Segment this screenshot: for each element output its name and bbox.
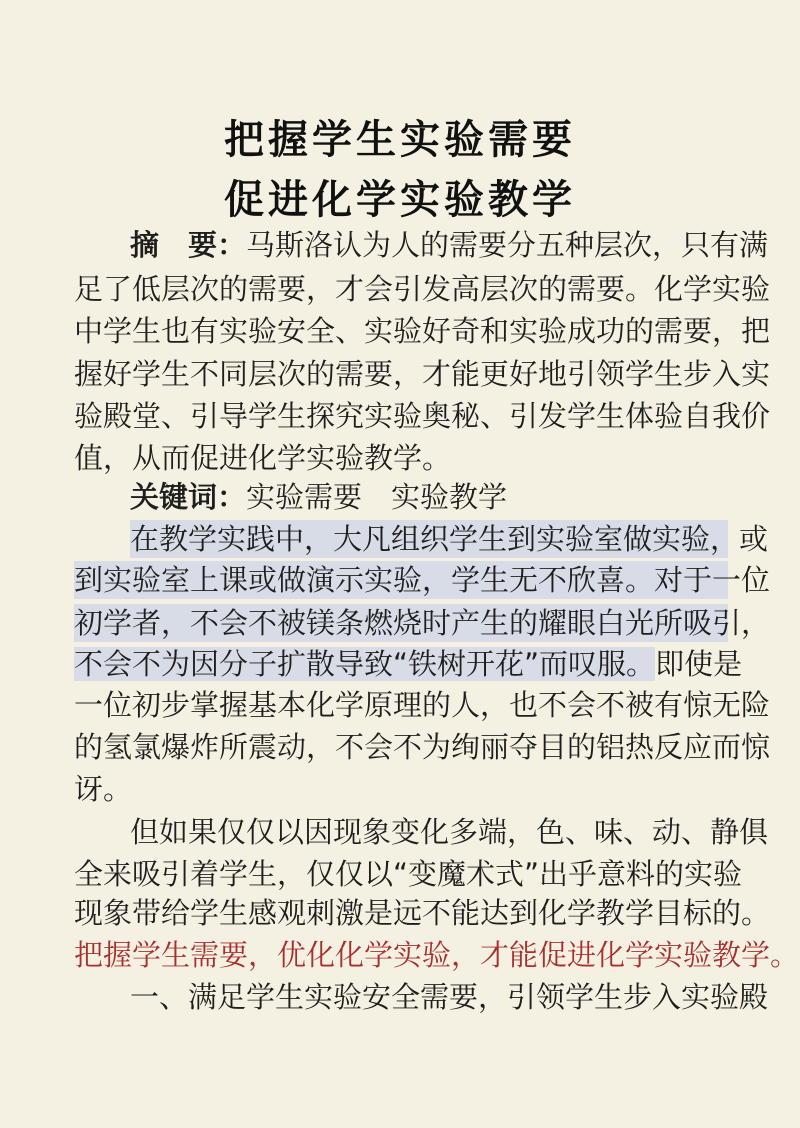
abstract-line: 足了低层次的需要，才会引发高层次的需要。化学实验 <box>74 272 771 306</box>
section-heading: 一、满足学生实验安全需要，引领学生步入实验殿 <box>130 980 769 1014</box>
abstract-text: 马斯洛认为人的需要分五种层次，只有满 <box>246 228 769 262</box>
body-line: 全来吸引着学生，仅仅以“变魔术式”出乎意料的实验 <box>74 857 743 891</box>
abstract-label: 摘 要： <box>130 228 247 262</box>
body-line: 一位初步掌握基本化学原理的人，也不会不被有惊无险 <box>74 688 771 722</box>
body-line <box>74 645 743 683</box>
abstract-line: 验殿堂、引导学生探究实验奥秘、引发学生体验自我价 <box>74 399 771 433</box>
body-line: 但如果仅仅以因现象变化多端，色、味、动、静俱 <box>130 815 769 849</box>
abstract-line: 值，从而促进化学实验教学。 <box>74 441 452 475</box>
highlighted-line: 初学者，不会不被镁条燃烧时产生的耀眼白光所吸引， <box>74 606 771 640</box>
keywords-line <box>130 478 728 516</box>
red-emphasis-line: 把握学生需要，优化化学实验，才能促进化学实验教学。 <box>74 938 800 972</box>
highlighted-text: 不会不为因分子扩散导致“铁树开花”而叹服。 <box>74 647 656 681</box>
abstract-line: 握好学生不同层次的需要，才能更好地引领学生步入实 <box>74 357 771 391</box>
title-line-2: 促进化学实验教学 <box>224 177 576 223</box>
highlighted-line: 在教学实践中，大凡组织学生到实验室做实验，或 <box>130 522 769 556</box>
keywords-label: 关键词： <box>130 480 247 514</box>
body-line: 讶。 <box>74 772 133 806</box>
body-line: 现象带给学生感观刺激是远不能达到化学教学目标的。 <box>74 896 771 930</box>
body-text: 即使是 <box>655 647 743 681</box>
keywords-value: 实验需要 实验教学 <box>246 480 508 514</box>
highlighted-line: 到实验室上课或做演示实验，学生无不欣喜。对于一位 <box>74 563 771 597</box>
abstract-line <box>130 226 769 264</box>
title-line-1: 把握学生实验需要 <box>224 117 576 163</box>
abstract-line: 中学生也有实验安全、实验好奇和实验成功的需要，把 <box>74 314 771 348</box>
body-line: 的氢氯爆炸所震动，不会不为绚丽夺目的铝热反应而惊 <box>74 730 771 764</box>
